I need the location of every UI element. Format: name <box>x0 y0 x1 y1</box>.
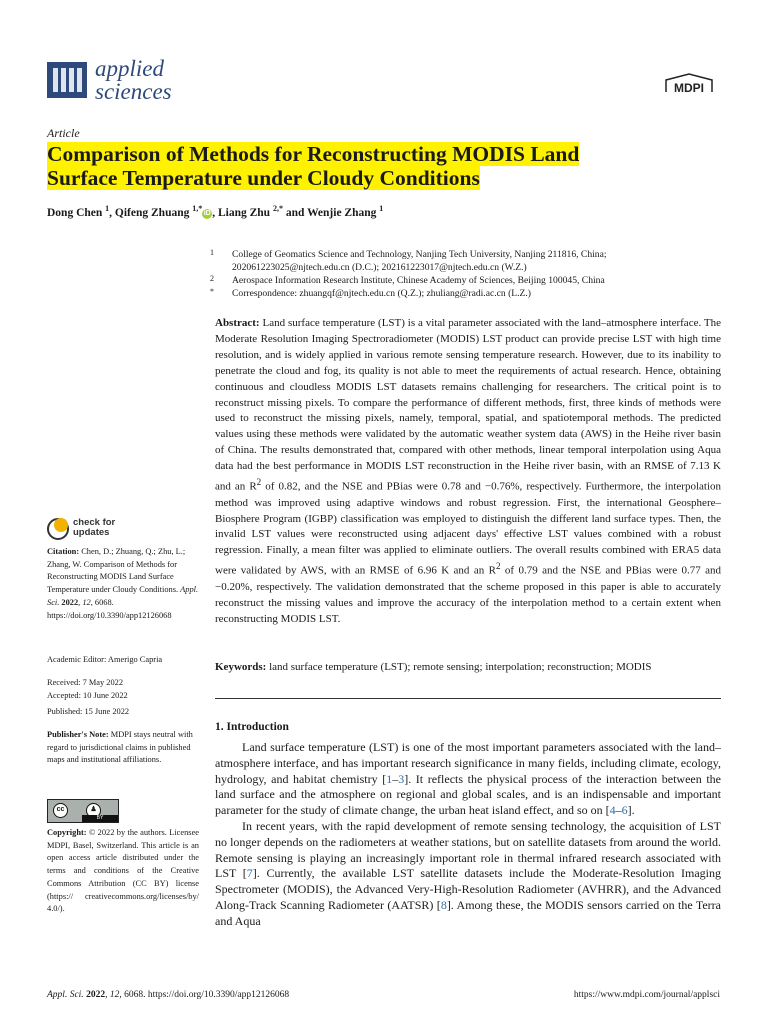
author-list: Dong Chen $^1$, Qifeng Zhuang $^{1,*}$iD , Liang Zhu $^{2,*}$ and Wenjie Zhang $^1$ <box>47 204 384 219</box>
published-date: Published: 15 June 2022 <box>47 707 130 716</box>
citation-link[interactable]: 1 <box>386 771 393 786</box>
journal-logo-icon <box>47 62 87 98</box>
affiliation-1: 1 College of Geomatics Science and Technology, Nanjing Tech University, Nanjing 211816, China; 202061223025@njtech.edu.cn (D.C.); 202161223017@njtech.edu.cn (W.Z.) <box>210 248 607 273</box>
footer-citation: Appl. Sci. 2022, 12, 6068. https://doi.org/10.3390/app12126068 <box>47 990 290 1000</box>
publisher-note: Publisher's Note: MDPI stays neutral with regard to jurisdictional claims in published maps and institutional affiliations. <box>47 730 193 765</box>
journal-name[interactable]: applied sciences <box>95 56 172 104</box>
footer-journal-url[interactable]: https://www.mdpi.com/journal/applsci <box>573 990 720 1000</box>
affiliation-2: 2 Aerospace Information Research Institute, Chinese Academy of Sciences, Beijing 100045, China <box>210 274 605 286</box>
section-divider <box>215 698 721 699</box>
orcid-icon[interactable]: iD <box>203 209 211 217</box>
copyright-notice: Copyright: © 2022 by the authors. Licensee MDPI, Basel, Switzerland. This article is an open access article distributed under the terms and conditions of the Creative Commons Attribution (CC BY) license (https:// creativecommons.org/licenses/by/ 4.0/). <box>47 828 199 914</box>
paper-title: Comparison of Methods for Reconstructing MODIS Land Surface Temperature under Cloudy Conditions <box>47 142 580 190</box>
check-for-updates-button[interactable]: check for updates <box>47 518 197 542</box>
citation-link[interactable]: 8 <box>440 897 447 912</box>
citation-link[interactable]: 4 <box>609 803 616 818</box>
academic-editor: Academic Editor: Amerigo Capria <box>47 655 163 664</box>
svg-text:MDPI: MDPI <box>674 81 704 95</box>
cc-by-license-icon[interactable]: cc ♟ BY <box>47 799 119 823</box>
citation-link[interactable]: 6 <box>621 803 628 818</box>
abstract: Abstract: Land surface temperature (LST) is a vital parameter associated with the land–atmosphere interface. The Moderate Resolution Imaging Spectroradiometer (MODIS) LST product can provide precise LST with high time resolution, and is widely applied in various remote sensing temperature research. However, due to its inability to penetrate the cloud and fog, its quality is not able to meet the requirements of actual research. Hence, obtaining continuous and cloudless MODIS LST datasets remains challenging for researchers. The critical point is to reconstruct missing pixels. To compare the performance of different methods, first, three kinds of methods were used to reconstruct the missing pixels, namely, temporal, spatial, and spatiotemporal methods. The predicted values using these methods were validated by the automatic weather system data (AWS) in the Heihe river basin of China. The results demonstrated that, compared with other methods, linear temporal interpolation using Aqua data had the best performance in MODIS LST reconstruction in the Heihe river basin, with an RMSE of 7.13 K and an $R^2$ of 0.82, and the NSE and PBias were 0.78 and −0.76%, respectively. Furthermore, the interpolation method was improved using adaptive windows and robust regression. First, the international Geosphere–Biosphere Program (IGBP) classification was employed to distinguish the different land surface types. Then, the invalid LST values were reconstructed using adjacent days' effective LST values combined with a robust regression. Finally, a mean filter was applied to eliminate outliers. The overall results combined with ERA5 data were validated by AWS, with an RMSE of 6.96 K and an $R^2$ of 0.79 and the NSE and PBias were 0.77 and −0.20%, respectively. The validation demonstrated that the scheme proposed in this paper is able to accurately reconstruct the missing values and improve the accuracy of the interpolation method to a certain extent when reconstructing MODIS LST. <box>215 317 721 625</box>
article-type-label: Article <box>47 126 80 140</box>
intro-paragraph: Land surface temperature (LST) is one of the most important parameters associated with the land–atmosphere interface, and has important research significance in many fields, including climate, ecology, hydrology, and habitat chemistry [1–3]. It reflects the physical process of the interaction between the land surface and the atmosphere on regional and global scales, and is an indispensable and important parameter for the study of climate change, the urban heat island effect, and so on [4–6]. <box>215 740 721 818</box>
received-date: Received: 7 May 2022 <box>47 678 124 687</box>
keywords: Keywords: land surface temperature (LST); remote sensing; interpolation; reconstruction; MODIS <box>215 661 652 673</box>
mdpi-logo-icon[interactable] <box>662 72 716 98</box>
citation-link[interactable]: 7 <box>246 866 253 881</box>
intro-paragraph: In recent years, with the rapid development of remote sensing technology, the acquisition of LST no longer depends on the radiometers at weather stations, but on satellite datasets from around the world. Remote sensing is playing an increasingly important role in thermal infrared research associated with LST [7]. Currently, the available LST satellite datasets include the Moderate-Resolution Imaging Spectrometer (MODIS), the Advanced Very-High-Resolution Radiometer (AVHRR), and the Advanced Along-Track Scanning Radiometer (AATSR) [8]. Among these, the MODIS sensors carried on the Terra and Aqua <box>215 818 721 928</box>
section-heading-introduction: 1. Introduction <box>215 721 289 733</box>
accepted-date: Accepted: 10 June 2022 <box>47 691 128 700</box>
citation-block: Citation: Chen, D.; Zhuang, Q.; Zhu, L.; Zhang, W. Comparison of Methods for Reconstructing MODIS Land Surface Temperature under Cloudy Conditions. Appl. Sci. 2022, 12, 6068. https://doi.org/10.3390/app12126068 <box>47 547 199 620</box>
citation-link[interactable]: 3 <box>398 771 405 786</box>
correspondence: * Correspondence: zhuangqf@njtech.edu.cn (Q.Z.); zhuliang@radi.ac.cn (L.Z.) <box>210 287 531 299</box>
introduction-body <box>215 740 721 930</box>
